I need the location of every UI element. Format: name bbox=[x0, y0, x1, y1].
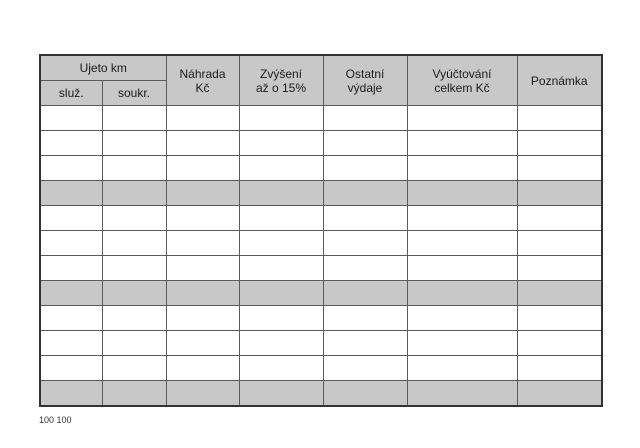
header-km-sluz: služ. bbox=[40, 81, 102, 106]
table-row bbox=[40, 381, 602, 406]
table-row bbox=[40, 131, 602, 156]
table-row bbox=[40, 231, 602, 256]
table-cell[interactable] bbox=[323, 106, 407, 131]
header-vyuctovani-line1: Vyúčtování bbox=[432, 66, 492, 81]
table-cell[interactable] bbox=[40, 231, 102, 256]
form-code: 100 100 bbox=[39, 415, 72, 425]
table-cell[interactable] bbox=[517, 181, 602, 206]
table-cell[interactable] bbox=[166, 231, 239, 256]
table-cell[interactable] bbox=[102, 281, 166, 306]
table-cell[interactable] bbox=[239, 181, 323, 206]
table-row bbox=[40, 306, 602, 331]
header-nahrada bbox=[166, 55, 239, 106]
table-cell[interactable] bbox=[323, 156, 407, 181]
header-vyuctovani-line2: celkem Kč bbox=[434, 80, 490, 95]
header-nahrada-line1: Náhrada bbox=[179, 66, 226, 81]
table-cell[interactable] bbox=[407, 356, 517, 381]
table-cell[interactable] bbox=[239, 381, 323, 406]
table-cell[interactable] bbox=[407, 381, 517, 406]
table-cell[interactable] bbox=[102, 106, 166, 131]
header-ostatni-line1: Ostatní bbox=[345, 66, 385, 81]
header-zvyseni bbox=[239, 55, 323, 106]
table-row bbox=[40, 106, 602, 131]
table-cell[interactable] bbox=[517, 281, 602, 306]
table-cell[interactable] bbox=[517, 256, 602, 281]
table-cell[interactable] bbox=[102, 231, 166, 256]
table-cell[interactable] bbox=[166, 156, 239, 181]
table-cell[interactable] bbox=[407, 206, 517, 231]
table-cell[interactable] bbox=[166, 256, 239, 281]
table-row bbox=[40, 206, 602, 231]
table-cell[interactable] bbox=[40, 131, 102, 156]
table-cell[interactable] bbox=[102, 131, 166, 156]
table-cell[interactable] bbox=[239, 206, 323, 231]
header-zvyseni-line2: až o 15% bbox=[255, 80, 307, 95]
table-row bbox=[40, 256, 602, 281]
header-nahrada-line2: Kč bbox=[195, 80, 210, 95]
table-cell[interactable] bbox=[407, 106, 517, 131]
table-cell[interactable] bbox=[517, 156, 602, 181]
table-cell[interactable] bbox=[407, 231, 517, 256]
table-cell[interactable] bbox=[323, 181, 407, 206]
table-cell[interactable] bbox=[323, 331, 407, 356]
table-cell[interactable] bbox=[407, 256, 517, 281]
table-cell[interactable] bbox=[239, 231, 323, 256]
table-cell[interactable] bbox=[517, 381, 602, 406]
table-cell[interactable] bbox=[40, 156, 102, 181]
table-cell[interactable] bbox=[40, 281, 102, 306]
table-cell[interactable] bbox=[166, 206, 239, 231]
table-cell[interactable] bbox=[323, 306, 407, 331]
table-cell[interactable] bbox=[239, 356, 323, 381]
table-cell[interactable] bbox=[407, 306, 517, 331]
table-cell[interactable] bbox=[40, 306, 102, 331]
table-cell[interactable] bbox=[102, 331, 166, 356]
table-cell[interactable] bbox=[517, 131, 602, 156]
table-cell[interactable] bbox=[102, 206, 166, 231]
table-cell[interactable] bbox=[102, 306, 166, 331]
table-cell[interactable] bbox=[166, 331, 239, 356]
table-cell[interactable] bbox=[40, 256, 102, 281]
table-cell[interactable] bbox=[407, 331, 517, 356]
table-cell[interactable] bbox=[239, 281, 323, 306]
table-cell[interactable] bbox=[517, 331, 602, 356]
table-cell[interactable] bbox=[166, 306, 239, 331]
table-cell[interactable] bbox=[166, 131, 239, 156]
table-row bbox=[40, 181, 602, 206]
header-km-group: Ujeto km bbox=[40, 55, 166, 81]
table-cell[interactable] bbox=[102, 356, 166, 381]
table-cell[interactable] bbox=[239, 131, 323, 156]
table-cell[interactable] bbox=[517, 356, 602, 381]
header-vyuctovani bbox=[407, 55, 517, 106]
table-cell[interactable] bbox=[323, 256, 407, 281]
table-cell[interactable] bbox=[323, 356, 407, 381]
table-cell[interactable] bbox=[40, 381, 102, 406]
table-header bbox=[40, 55, 602, 106]
table-cell[interactable] bbox=[166, 356, 239, 381]
table-cell[interactable] bbox=[166, 381, 239, 406]
header-poznamka: Poznámka bbox=[517, 55, 602, 106]
table-row bbox=[40, 156, 602, 181]
table-cell[interactable] bbox=[517, 206, 602, 231]
table-cell[interactable] bbox=[40, 331, 102, 356]
table-cell[interactable] bbox=[239, 306, 323, 331]
header-ostatni-line2: výdaje bbox=[347, 80, 383, 95]
travel-expense-table bbox=[39, 54, 603, 407]
table-cell[interactable] bbox=[166, 106, 239, 131]
table-cell[interactable] bbox=[40, 106, 102, 131]
table-cell[interactable] bbox=[102, 156, 166, 181]
table-row bbox=[40, 331, 602, 356]
table-body bbox=[40, 106, 602, 406]
table-cell[interactable] bbox=[407, 281, 517, 306]
table-row bbox=[40, 281, 602, 306]
table-cell[interactable] bbox=[407, 156, 517, 181]
table-row bbox=[40, 356, 602, 381]
header-km-soukr: soukr. bbox=[102, 81, 166, 106]
table-cell[interactable] bbox=[40, 181, 102, 206]
header-ostatni bbox=[323, 55, 407, 106]
table-cell[interactable] bbox=[323, 381, 407, 406]
table-cell[interactable] bbox=[517, 231, 602, 256]
table-cell[interactable] bbox=[407, 131, 517, 156]
header-zvyseni-line1: Zvýšení bbox=[259, 66, 302, 81]
table-cell[interactable] bbox=[102, 381, 166, 406]
table-cell[interactable] bbox=[323, 131, 407, 156]
table-cell[interactable] bbox=[239, 106, 323, 131]
table-cell[interactable] bbox=[517, 306, 602, 331]
table-cell[interactable] bbox=[239, 256, 323, 281]
table-cell[interactable] bbox=[323, 281, 407, 306]
table-cell[interactable] bbox=[239, 156, 323, 181]
table-cell[interactable] bbox=[323, 231, 407, 256]
table-cell[interactable] bbox=[102, 181, 166, 206]
table-cell[interactable] bbox=[166, 181, 239, 206]
table-cell[interactable] bbox=[102, 256, 166, 281]
table-cell[interactable] bbox=[166, 281, 239, 306]
table-cell[interactable] bbox=[323, 206, 407, 231]
table-cell[interactable] bbox=[40, 206, 102, 231]
table-cell[interactable] bbox=[407, 181, 517, 206]
table-cell[interactable] bbox=[40, 356, 102, 381]
table-cell[interactable] bbox=[517, 106, 602, 131]
table-cell[interactable] bbox=[239, 331, 323, 356]
